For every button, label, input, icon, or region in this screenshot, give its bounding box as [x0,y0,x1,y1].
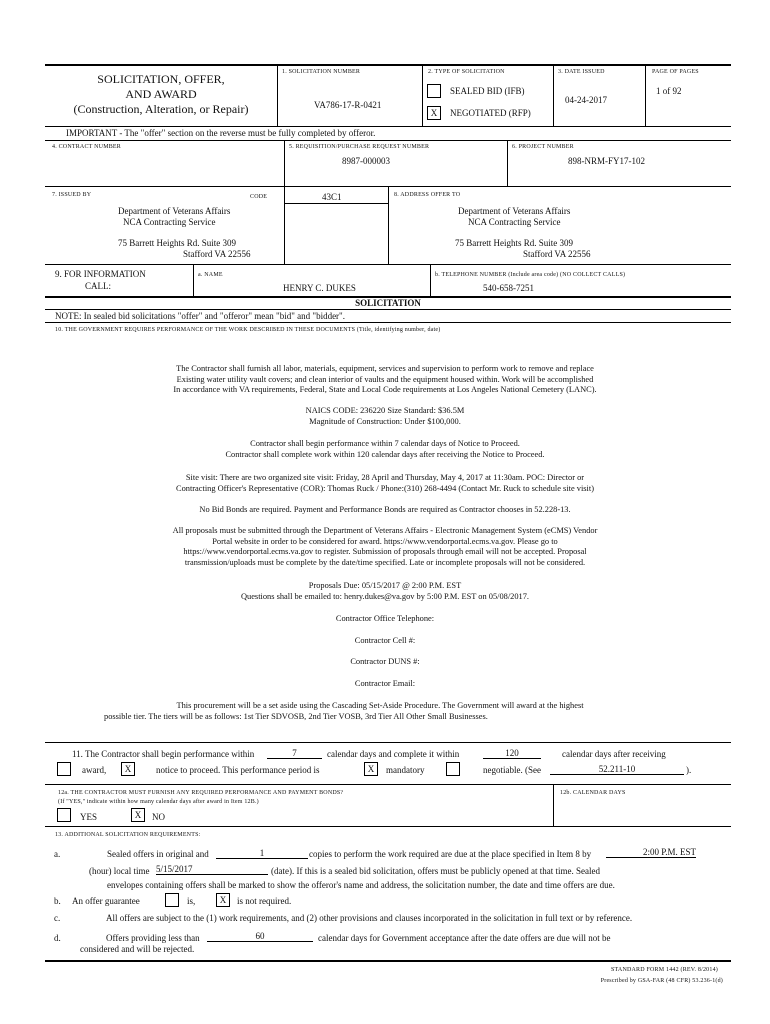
text-line: All proposals must be submitted through the Department of Veterans Affairs - Electronic Management System (eCMS) Vendor [172,526,598,535]
contractor-office-telephone: Contractor Office Telephone: [335,614,435,623]
sealed-bid-note: NOTE: In sealed bid solicitations "offer" and "offeror" mean "bid" and "bidder". [55,311,345,321]
item-12b-label: 12b. CALENDAR DAYS [560,790,626,796]
address-line: 75 Barrett Heights Rd. Suite 309 [455,238,573,248]
page-label: PAGE OF PAGES [652,69,699,75]
bonds-yes-label: YES [80,812,98,822]
divider [45,826,731,827]
begin-days-field[interactable]: 7 [267,748,322,759]
divider [45,264,731,265]
item-13d-text-1: Offers providing less than [106,933,200,943]
see-clause-end: ). [686,765,692,775]
divider [45,322,731,323]
address-line: Department of Veterans Affairs [458,206,571,216]
label-line: CALL: [85,281,111,291]
requisition-label: 5. REQUISITION/PURCHASE REQUEST NUMBER [289,144,430,150]
code-value: 43C1 [322,192,342,202]
bonds-paragraph [110,505,660,516]
negotiated-checkbox[interactable]: X [427,106,441,120]
text-line: Portal website in order to be considered for award. https://www.vendorportal.ecms.va.gov. Please go to [212,536,558,546]
guarantee-is-label: is, [187,896,196,906]
bonds-no-checkbox[interactable]: X [131,808,145,822]
address-line: NCA Contracting Service [123,217,216,227]
text-line: This procurement will be a set aside using the Cascading Set-Aside Procedure. The Government will award at the highest [176,701,584,710]
name-label: a. NAME [198,272,223,278]
code-label: CODE [250,194,268,200]
set-aside-paragraph [100,701,660,722]
contact-name: HENRY C. DUKES [283,283,356,293]
solicitation-number-label: 1. SOLICITATION NUMBER [282,69,361,75]
complete-days-field[interactable]: 120 [483,748,541,759]
award-label: award, [82,765,107,775]
negotiable-checkbox[interactable] [446,762,460,776]
divider [284,203,388,204]
sealed-bid-checkbox[interactable] [427,84,441,98]
important-note: IMPORTANT - The "offer" section on the reverse must be fully completed by offeror. [66,128,376,138]
text-line: The Contractor shall furnish all labor, materials, equipment, services and supervision to perform work to remove and replace [176,364,594,373]
requisition-number: 8987-000003 [342,156,390,166]
item-11-text-3: calendar days after receiving [562,749,666,759]
item-13a-text-1: Sealed offers in original and [107,849,209,859]
performance-paragraph [110,439,660,460]
text-line: Site visit: There are two organized site visit: Friday, 28 April and Thursday, May 4, 2017 at 11:30am. POC: Director or [185,473,585,482]
item-13-label: 13. ADDITIONAL SOLICITATION REQUIREMENTS: [55,832,201,838]
top-border [45,64,731,66]
due-date-paragraph [110,581,660,602]
due-date-field[interactable]: 5/15/2017 [156,864,268,875]
address-offer-label: 8. ADDRESS OFFER TO [394,192,461,198]
see-clause-field[interactable]: 52.211-10 [550,764,684,775]
contract-number-label: 4. CONTRACT NUMBER [52,144,121,150]
item-13d-text-2: calendar days for Government acceptance after the date offers are due will not be [318,933,611,943]
item-13c-text: All offers are subject to the (1) work requirements, and (2) other provisions and clauses incorporated in the solicitation in full text or by reference. [106,913,633,923]
title-line: AND AWARD [125,87,197,101]
divider [284,140,285,186]
text-line: Questions shall be emailed to: henry.dukes@va.gov by 5:00 P.M. EST on 05/08/2017. [240,591,530,601]
text-line: Contractor shall begin performance within 7 calendar days of Notice to Proceed. [250,439,520,448]
title-line: (Construction, Alteration, or Repair) [73,102,249,116]
due-time-field[interactable]: 2:00 P.M. EST [606,847,696,858]
divider [45,742,731,743]
title-line: SOLICITATION, OFFER, [97,72,225,86]
text-line: possible tier. The tiers will be as follows: 1st Tier SDVOSB, 2nd Tier VOSB, 3rd Tier All Other Small Businesses. [104,711,488,721]
solicitation-type-label: 2. TYPE OF SOLICITATION [428,69,505,75]
divider [45,309,731,310]
award-blank-checkbox[interactable] [57,762,71,776]
divider [45,140,731,141]
divider [277,64,278,126]
text-line: Contracting Officer's Representative (COR): Thomas Ruck / Phone:(310) 268-4494 (Contact Mr. Ruck to schedule site visit) [175,483,594,493]
address-line: Stafford VA 22556 [523,249,591,259]
guarantee-not-required-checkbox[interactable]: X [216,893,230,907]
contractor-duns: Contractor DUNS #: [350,657,420,666]
divider [193,264,194,296]
item-11-text-4: notice to proceed. This performance period is [156,765,320,775]
page-value: 1 of 92 [656,86,682,96]
bonds-yes-checkbox[interactable] [57,808,71,822]
text-line: No Bid Bonds are required. Payment and Performance Bonds are required as Contractor chooses in 52.228-13. [199,505,571,514]
address-offer-to [455,206,591,260]
contractor-email: Contractor Email: [354,679,416,688]
item-10-label: 10. THE GOVERNMENT REQUIRES PERFORMANCE OF THE WORK DESCRIBED IN THESE DOCUMENTS (Title, identifying number, date) [55,327,441,333]
item-12a-label: 12a. THE CONTRACTOR MUST FURNISH ANY REQUIRED PERFORMANCE AND PAYMENT BONDS? [58,790,344,796]
item-13a-text-3: (hour) local time [89,866,150,876]
address-line: NCA Contracting Service [468,217,561,227]
copies-field[interactable]: 1 [216,848,308,859]
for-information-label [55,268,146,292]
contact-telephone: 540-658-7251 [483,283,534,293]
item-13a-text-4: (date). If this is a sealed bid solicitation, offers must be publicly opened at that time. Sealed [271,866,600,876]
form-title [45,72,277,117]
issued-by-label: 7. ISSUED BY [52,192,92,198]
contractor-cell: Contractor Cell #: [354,636,416,645]
scope-paragraph [110,364,660,396]
negotiated-label: NEGOTIATED (RFP) [450,108,531,118]
divider [507,140,508,186]
naics-paragraph [110,406,660,427]
item-13b-text-2: is not required. [237,896,292,906]
text-line: https://www.vendorportal.ecms.va.gov to register. Submission of proposals through email will not be accepted. Proposal [183,547,587,557]
address-line: 75 Barrett Heights Rd. Suite 309 [118,238,236,248]
item-13d-text-3: considered and will be rejected. [80,944,195,954]
guarantee-is-checkbox[interactable] [165,893,179,907]
divider [45,126,731,127]
award-checkbox[interactable]: X [121,762,135,776]
negotiable-label: negotiable. (See [483,765,541,775]
divider [45,960,731,962]
text-line: transmission/uploads must be complete by the date/time specified. Late or incomplete proposals will not be considered. [184,557,586,567]
prescribed-by-label: Prescribed by GSA-FAR (48 CFR) 53.236-1(d) [600,978,723,984]
item-13b-marker: b. [54,896,61,906]
item-13a-text-2: copies to perform the work required are due at the place specified in Item 8 by [309,849,592,859]
item-13d-marker: d. [54,933,61,943]
item-11-text-1: 11. The Contractor shall begin performance within [72,749,255,759]
date-issued-label: 3. DATE ISSUED [558,69,605,75]
divider [645,64,646,126]
submission-paragraph [110,526,660,568]
mandatory-checkbox[interactable]: X [364,762,378,776]
sealed-bid-label: SEALED BID (IFB) [450,86,525,96]
address-line: Stafford VA 22556 [183,249,251,259]
acceptance-days-field[interactable]: 60 [207,931,313,942]
text-line: Proposals Due: 05/15/2017 @ 2:00 P.M. EST [308,581,462,590]
text-line: NAICS CODE: 236220 Size Standard: $36.5M [305,406,465,415]
divider [45,784,731,785]
divider [284,186,285,264]
item-13a-marker: a. [54,849,61,859]
solicitation-number: VA786-17-R-0421 [314,100,382,110]
divider [422,64,423,126]
project-number-label: 6. PROJECT NUMBER [512,144,574,150]
issued-by-address [118,206,251,260]
item-12a-subtext: (If "YES," indicate within how many calendar days after award in Item 12B.) [58,799,259,805]
text-line: In accordance with VA requirements, Federal, State and Local Code requirements at Los Angeles National Cemetery (LANC). [173,385,597,395]
divider [388,186,389,264]
telephone-label: b. TELEPHONE NUMBER (Include area code) (NO COLLECT CALLS) [435,272,626,278]
divider [430,264,431,296]
project-number: 898-NRM-FY17-102 [568,156,646,166]
date-issued: 04-24-2017 [565,95,607,105]
solicitation-heading: SOLICITATION [355,298,421,308]
text-line: Existing water utility vault covers; and clean interior of vaults and the equipment housed within. Work will be accomplished [176,374,594,384]
item-13a-text-5: envelopes containing offers shall be marked to show the offeror's name and address, the solicitation number, the date and time offers are due. [107,880,615,890]
site-visit-paragraph [110,473,660,494]
text-line: Magnitude of Construction: Under $100,000. [309,416,461,426]
text-line: Contractor shall complete work within 120 calendar days after receiving the Notice to Proceed. [225,449,545,459]
divider [553,64,554,126]
address-line: Department of Veterans Affairs [118,206,231,216]
divider [553,784,554,826]
label-line: 9. FOR INFORMATION [55,269,146,279]
item-11-text-2: calendar days and complete it within [327,749,460,759]
bonds-no-label: NO [152,812,165,822]
mandatory-label: mandatory [386,765,425,775]
standard-form-label: STANDARD FORM 1442 (REV. 8/2014) [611,967,718,973]
item-13c-marker: c. [54,913,61,923]
item-13b-text-1: An offer guarantee [72,896,140,906]
